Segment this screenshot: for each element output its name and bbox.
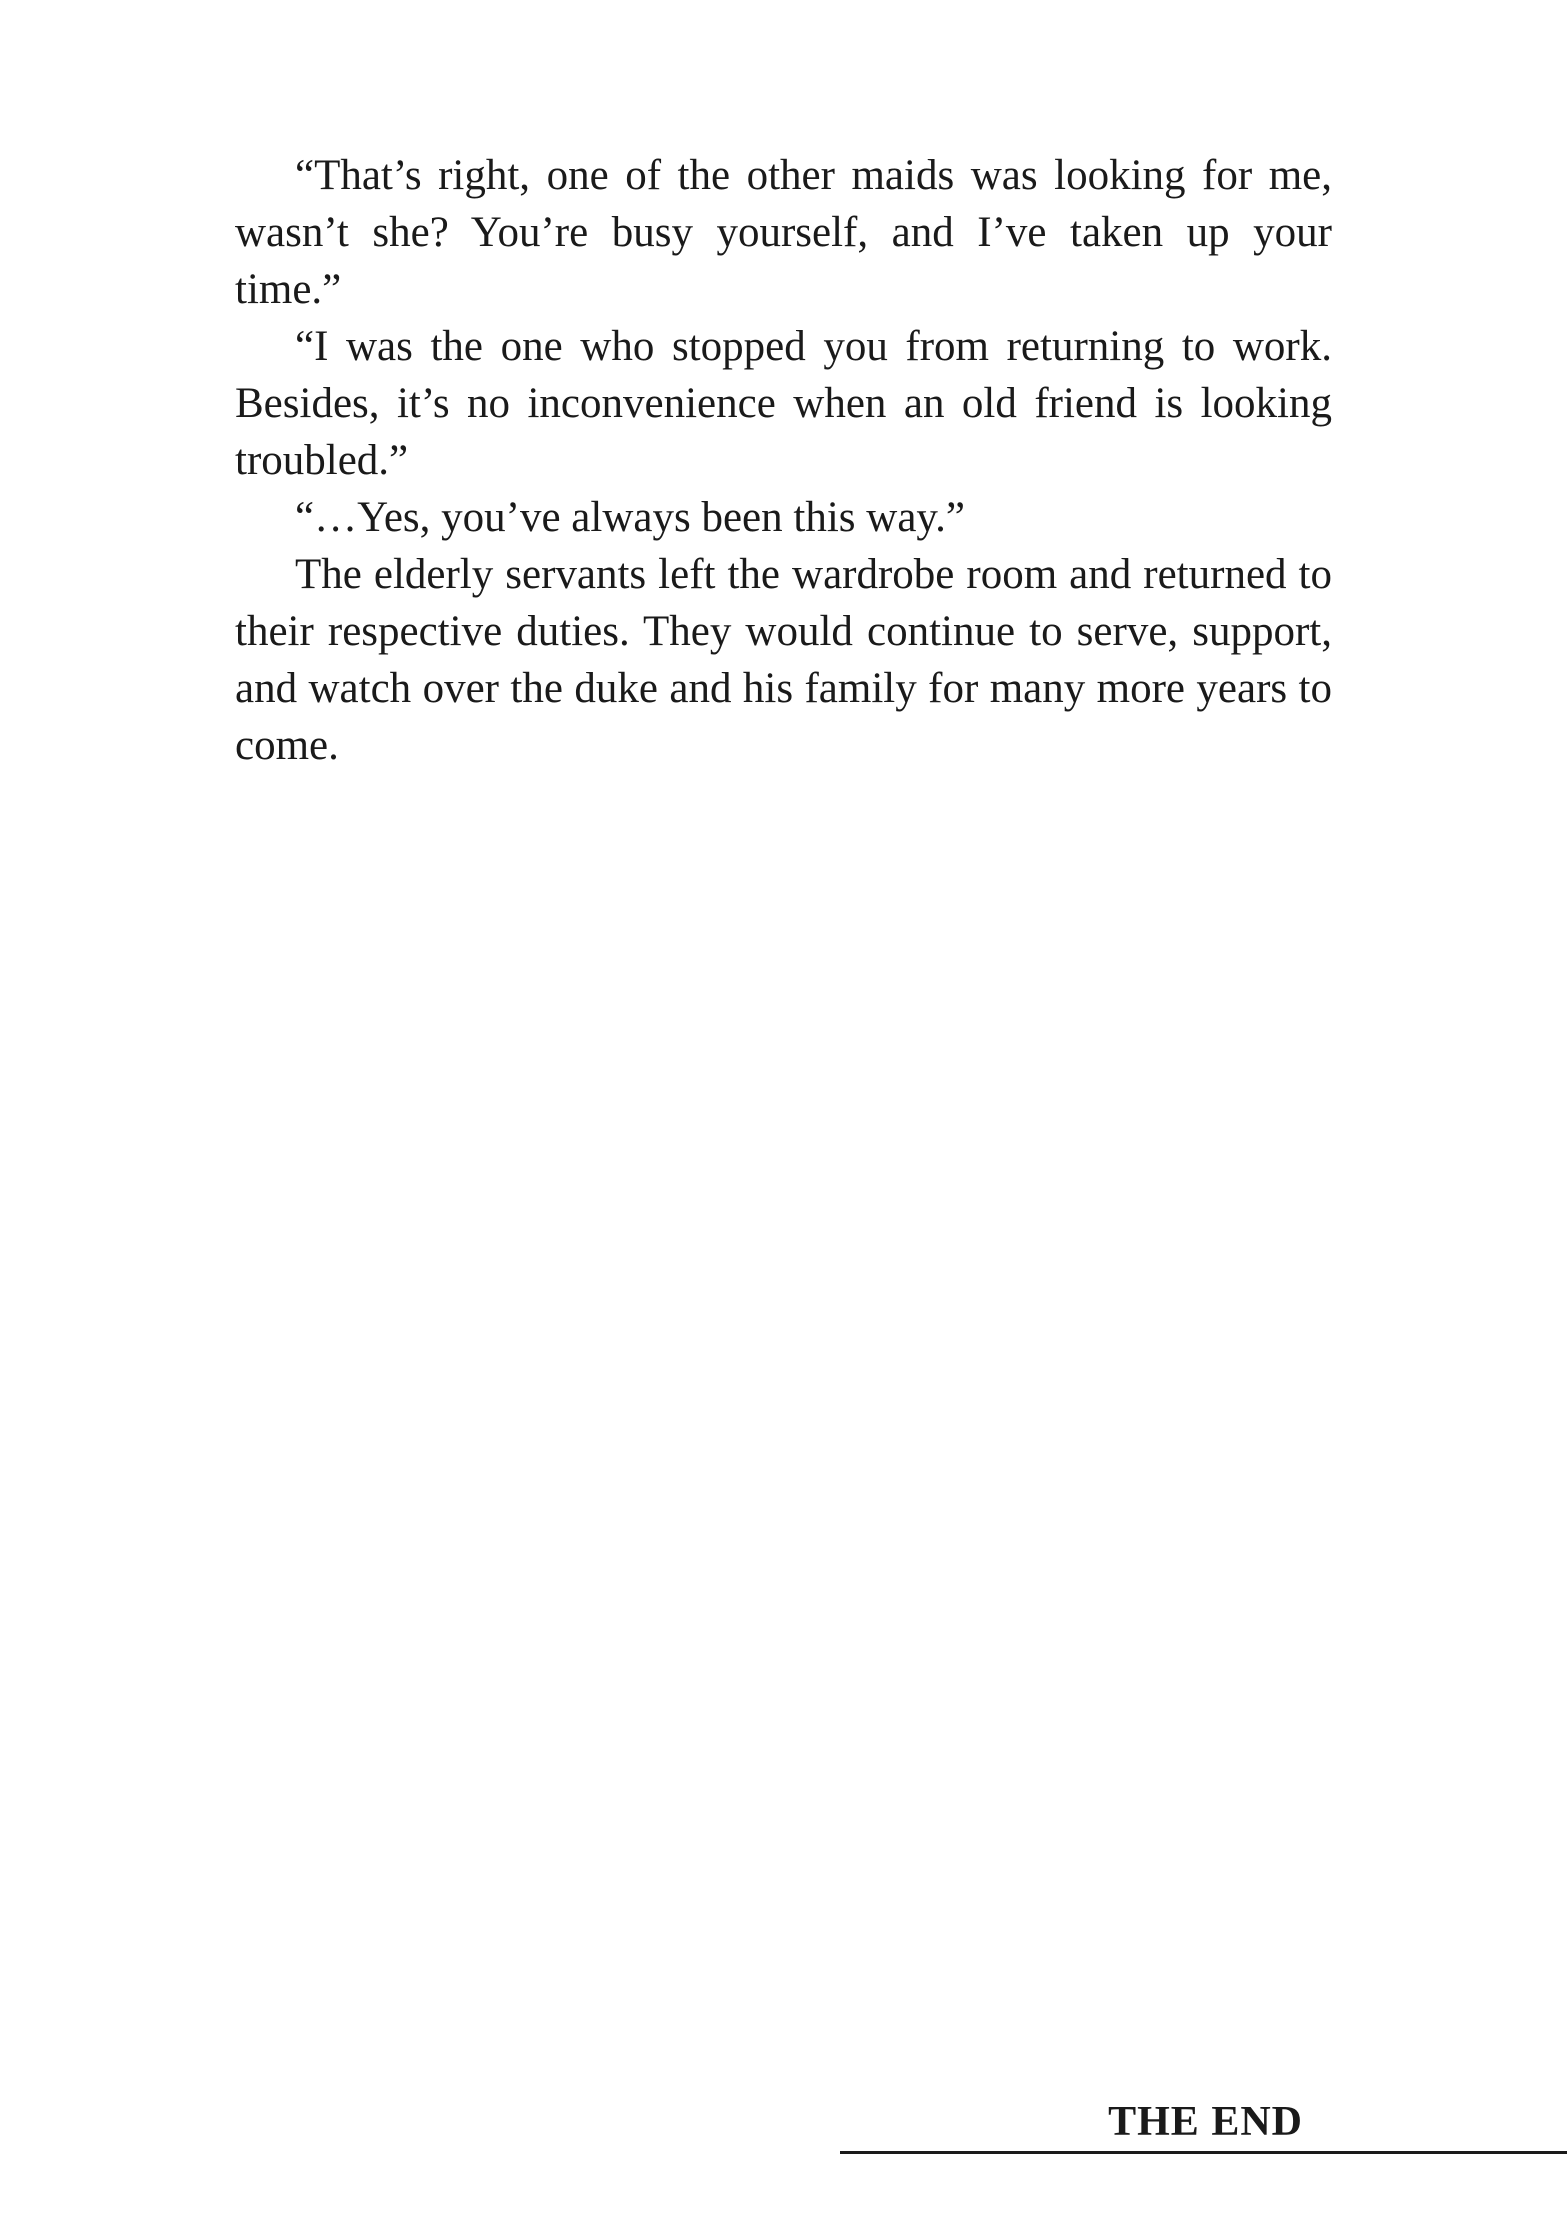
paragraph: “That’s right, one of the other maids was looking for me, wasn’t she? You’re busy yourself, and I’ve taken up your time.” [235,152,1332,313]
paragraph: The elderly servants left the wardrobe room and returned to their respective duties. They would continue to serve, support, and watch over the duke and his family for many more years to come. [235,551,1332,769]
paragraph: “I was the one who stopped you from returning to work. Besides, it’s no inconvenience when an old friend is looking troubled.” [235,323,1332,484]
the-end-label: THE END [1108,2099,1303,2145]
paragraph: “…Yes, you’ve always been this way.” [295,494,965,541]
end-divider-line [840,2151,1567,2154]
body-text [235,147,1332,774]
